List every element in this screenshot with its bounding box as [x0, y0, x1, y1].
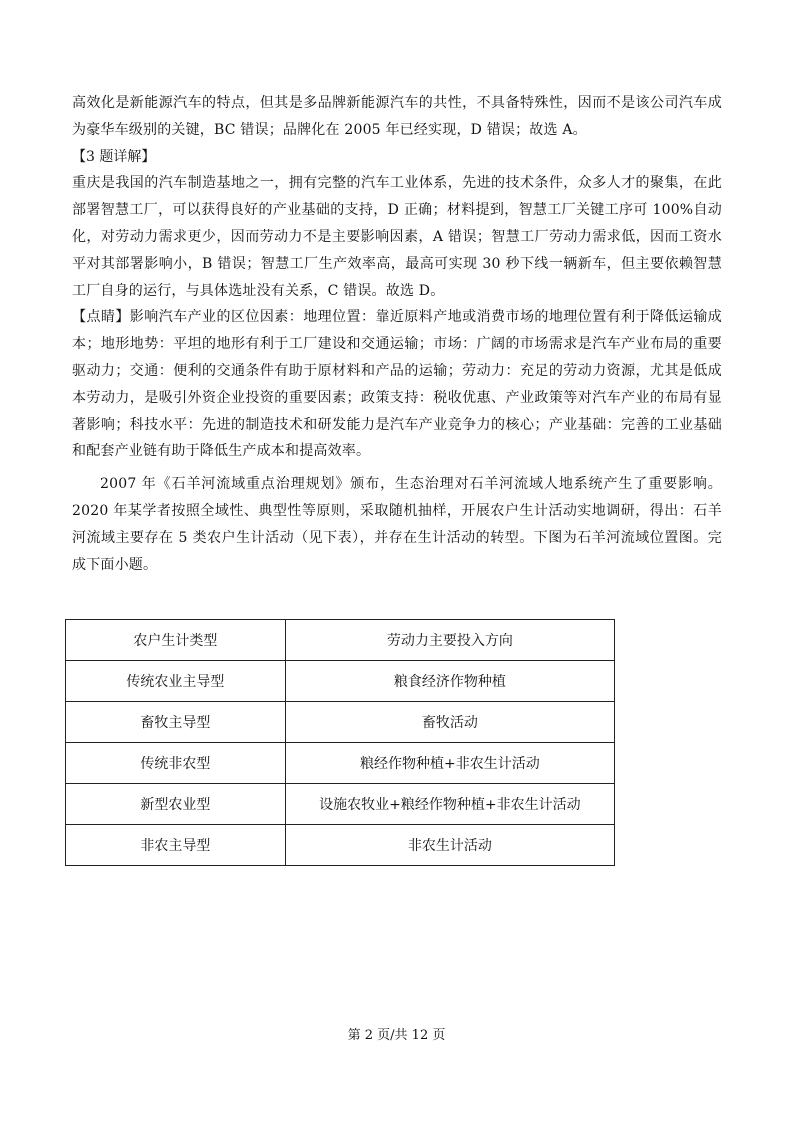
paragraph-key-points: 【点睛】影响汽车产业的区位因素：地理位置：靠近原料产地或消费市场的地理位置有利于降低运输成本；地形地势：平坦的地形有利于工厂建设和交通运输；市场：广阔的市场需求是汽车产业布局的重要驱动力；交通：便利的交通条件有助于原材料和产品的运输；劳动力：充足的劳动力资源，尤其是低成本劳动力，是吸引外资企业投资的重要因素；政策支持：税收优惠、产业政策等对汽车产业的布局有显著影响；科技水平：先进的制造技术和研发能力是汽车产业竞争力的核心；产业基础：完善的工业基础和配套产业链有助于降低生产成本和提高效率。 — [72, 309, 722, 460]
heading-q3-detail: 【3 题详解】 — [72, 148, 156, 165]
livelihood-table — [65, 619, 615, 866]
table-row — [66, 825, 615, 866]
document-body — [72, 90, 722, 578]
table-row — [66, 702, 615, 743]
paragraph-q3-explanation: 重庆是我国的汽车制造基地之一，拥有完整的汽车工业体系，先进的技术条件，众多人才的聚集，在此部署智慧工厂，可以获得良好的产业基础的支持，D 正确；材料提到，智慧工厂关键工序可 100%自动化，对劳动力需求更少，因而劳动力不是主要影响因素，A 错误；智慧工厂劳动力需求低，因而工资水平对其部署影响小，B 错误；智慧工厂生产效率高，最高可实现 30 秒下线一辆新车，但主要依赖智慧工厂自身的运行，与具体选址没有关系，C 错误。故选 D。 — [72, 175, 722, 299]
table-cell: 新型农业型 — [66, 784, 286, 825]
table-row — [66, 661, 615, 702]
table-cell: 畜牧活动 — [285, 702, 614, 743]
table-cell: 非农生计活动 — [285, 825, 614, 866]
table-cell: 传统非农型 — [66, 743, 286, 784]
paragraph-question-intro: 2007 年《石羊河流域重点治理规划》颁布，生态治理对石羊河流域人地系统产生了重要影响。2020 年某学者按照全域性、典型性等原则，采取随机抽样，开展农户生计活动实地调研，得出：石羊河流域主要存在 5 类农户生计活动（见下表），并存在生计活动的转型。下图为石羊河流域位置图。完成下面小题。 — [72, 476, 722, 573]
table-cell: 粮经作物种植+非农生计活动 — [285, 743, 614, 784]
table-row — [66, 743, 615, 784]
table-cell: 畜牧主导型 — [66, 702, 286, 743]
page-number-footer: 第 2 页/共 12 页 — [347, 1028, 446, 1043]
table-cell: 设施农牧业+粮经作物种植+非农生计活动 — [285, 784, 614, 825]
paragraph-q2-conclusion: 高效化是新能源汽车的特点，但其是多品牌新能源汽车的共性，不具备特殊性，因而不是该公司汽车成为豪华车级别的关键，BC 错误；品牌化在 2005 年已经实现，D 错误；故选 A。 — [72, 95, 722, 138]
table-header-cell: 劳动力主要投入方向 — [285, 620, 614, 661]
table-row — [66, 784, 615, 825]
table-header-row — [66, 620, 615, 661]
table-cell: 非农主导型 — [66, 825, 286, 866]
table-header-cell: 农户生计类型 — [66, 620, 286, 661]
table-cell: 粮食经济作物种植 — [285, 661, 614, 702]
table-cell: 传统农业主导型 — [66, 661, 286, 702]
